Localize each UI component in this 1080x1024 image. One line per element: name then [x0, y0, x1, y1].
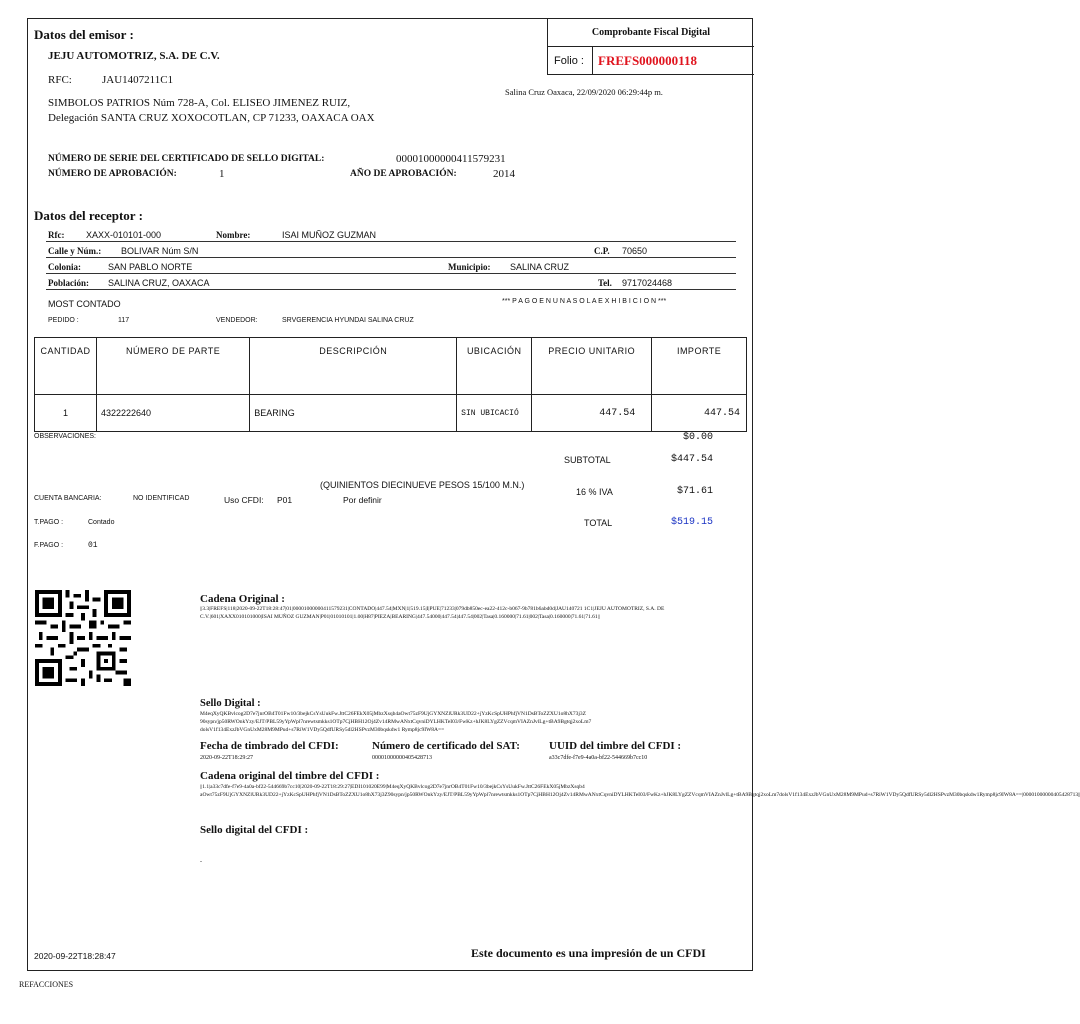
cell-parte: 4322222640	[97, 395, 250, 432]
sello-digital-label: Sello Digital :	[200, 698, 261, 709]
folio-value: FREFS000000118	[598, 53, 697, 68]
importe-letra: (QUINIENTOS DIECINUEVE PESOS 15/100 M.N.)	[320, 480, 525, 490]
footer-timestamp: 2020-09-22T18:28:47	[34, 951, 116, 961]
uso-cfdi-value: P01	[277, 495, 293, 505]
items-table	[34, 337, 747, 432]
emisor-rfc: JAU1407211C1	[102, 74, 174, 86]
anio-value: 2014	[493, 168, 515, 180]
cert-value: 00001000000411579231	[396, 153, 506, 165]
subtotal-label: SUBTOTAL	[564, 455, 611, 465]
sello-digital-text: M4eqXyQKBvlcog2D7e7jnrOB4T01Fw10/3bejkCsYsUukFw.JttC26FEkX05jMbzXsqb4aOwt75zF9UjGYXNZlURk3UD22+jYzKcSpUHPhfjVN1DsBToZZXU1o8hX73j3Z 90sypn/jp50RWOnkYzy/EJT/PBL59yYpWpl7nrewtsmkks1OTp7CjHBH12Oj4Zv14RMwANxtCqvniDYLHKTeI03/FwKz+hJK8LYgZZVcqmVIAZnJvlLg+tBA9Bgtqj2xoLm7 dolsV1f134ExzJbVGnUxM28M9MPud+s7RiW1VDy5QdfURSy5dl2HSPvzM30bqskdw1 Rymp8jc9IW8A==	[200, 711, 592, 733]
cert-sat-label: Número de certificado del SAT:	[372, 740, 520, 752]
invoice-page: Datos del emisor : JEJU AUTOMOTRIZ, S.A. DE C.V. RFC: JAU1407211C1 SIMBOLOS PATRIOS Núm 728-A, Col. ELISEO JIMENEZ RUIZ, Delegación SANTA CRUZ XOXOCOTLAN, CP 71233, OAXACA OAX NÚMERO DE SERIE DEL CERTIFICADO DE SELLO DIGITAL: 00001000000411579231 NÚMERO DE APROBACIÓN: 1 AÑO DE APROBACIÓN: 2014 Comprobante Fiscal Digital Folio : FREFS000000118 Salina Cruz Oaxaca, 22/09/2020 06:29:44p m. Datos del receptor : Rfc: XAXX-010101-000 Nombre: ISAI MUÑOZ GUZMAN Calle y Núm.: BOLIVAR Núm S/N C.P. 70650 Colonia: SAN PABLO NORTE Municipio: SALINA CRUZ Población: SALINA CRUZ, OAXACA Tel. 9717024468 MOST CONTADO *** P A G O E N U N A S O L A E X H I B I C I O N *** PEDIDO : 117 VENDEDOR: SRVGERENCIA HYUNDAI SALINA CRUZ CANTIDAD NÚMERO DE PARTE DESCRIPCIÓN UBICACIÓN PRECIO UNITARIO IMPORTE 1 4322222640 BEARING SIN UBICACIÓ 447.54 447.54 OBSERVACIONES: $0.00 SUBTOTAL $447.54 (QUINIENTOS DIECINUEVE PESOS 15/100 M.N.) 16 % IVA $71.61 CUENTA BANCARIA: NO IDENTIFICAD Uso CFDI: P01 Por definir T.PAGO : Contado TOTAL $519.15 F.PAGO : 01 Cadena Original : ||3.3|FREFS|118|2020-09-22T18:28:47|01|00001000000411579231|CONTADO|447.54|MXN|1|519.15|I|PUE|71233|079db850ec-ea22-412c-b067-9b781b6abd0d|JAU140721 1C1|JEJU AUTOMOTRIZ, S.A. DE C.V.|601|XAXX010101000|ISAI MUÑOZ GUZMAN|P01|01010101|1.00|H87|PIEZA|BEARING|447.54000|447.54|447.54|002|Tasa|0.160000|71.61|002|Tasa|0.160000|71.61|71.61|| Sello Digital : M4eqXyQKBvlcog2D7e7jnrOB4T01Fw10/3bejkCsYsUukFw.JttC26FEkX05jMbzXsqb4aOwt75zF9UjGYXNZlURk3UD22+jYzKcSpUHPhfjVN1DsBToZZXU1o8hX73j3Z 90sypn/jp50RWOnkYzy/EJT/PBL59yYpWpl7nrewtsmkks1OTp7CjHBH12Oj4Zv14RMwANxtCqvniDYLHKTeI03/FwKz+hJK8LYgZZVcqmVIAZnJvlLg+tBA9Bgtqj2xoLm7 dolsV1f134ExzJbVGnUxM28M9MPud+s7RiW1VDy5QdfURSy5dl2HSPvzM30bqskdw1 Rymp8jc9IW8A== Fecha de timbrado del CFDI: 2020-09-22T18:29:27 Número de certificado del SAT: 00001000000405428713 UUID del timbre del CFDI : a33c7dfe-f7e9-4a0a-bf22-544669b7cc10 Cadena original del timbre del CFDI : ||1.1|a33c7dfe-f7e9-4a0a-bf22-544669b7cc10|2020-09-22T18:29:27|EDI101020E99|M4eqXyQKBvlcog2D7e7jnrOB4T01Fw10/3bejkCsYsUukFw.JttC26FEkX05jMbzXsqb4 aOwt75zF9UjGYXNZlURk3UD22+jYzKcSpUHPhfjVN1DsBToZZXU1o8hX73j3Z90sypn/jp50RWOnkYzy/EJT/PBL59yYpWpl7nrewtsmkks1OTp7CjHBH12Oj4Zv14RMwANxtCqvniDYLHKTeI03/FwKz+hJK8LYgZZVcqmVIAZnJvlLg+tBA9Bgtqj2xoLm7dolsV1f134ExzJbVGnUxM28M9MPud+s7RiW1VDy5QdfURSy5dl2HSPvzM30bqskdw1Rymp8jc9IW8A==|00001000000405428713|| Sello digital del CFDI : . 2020-09-22T18:28:47 Este documento es una impresión de un CFDI	[27, 18, 753, 971]
divider	[46, 241, 736, 242]
col-importe: IMPORTE	[652, 338, 747, 395]
municipio-label: Municipio:	[448, 262, 491, 272]
aprob-label: NÚMERO DE APROBACIÓN	[48, 169, 174, 179]
cert-label: NÚMERO DE SERIE DEL CERTIFICADO DE SELLO DIGITAL	[48, 154, 322, 164]
receptor-poblacion: SALINA CRUZ, OAXACA	[108, 278, 210, 288]
nombre-label: Nombre:	[216, 230, 251, 240]
tpago-value: Contado	[88, 519, 115, 526]
observaciones-value: $0.00	[682, 432, 713, 443]
fiscal-box	[547, 19, 754, 75]
subtotal-value: $447.54	[670, 454, 713, 465]
cell-precio: 447.54	[532, 395, 652, 432]
iva-value: $71.61	[676, 486, 713, 497]
receptor-cp: 70650	[622, 246, 648, 256]
col-ubicacion: UBICACIÓN	[457, 338, 532, 395]
cell-importe: 447.54	[652, 395, 747, 432]
footer-leyenda: Este documento es una impresión de un CFDI	[471, 946, 706, 960]
fecha-timbrado-value: 2020-09-22T18:29:27	[200, 755, 253, 761]
vendedor-value: SRVGERENCIA HYUNDAI SALINA CRUZ	[282, 317, 414, 324]
cuenta-label: CUENTA BANCARIA:	[34, 495, 102, 502]
cadena-original-text: ||3.3|FREFS|118|2020-09-22T18:28:47|01|00001000000411579231|CONTADO|447.54|MXN|1|519.15|I|PUE|71233|079db850ec-ea22-412c-b067-9b781b6abd0d|JAU140721 1C1|JEJU AUTOMOTRIZ, S.A. DE C.V.|601|XAXX010101000|ISAI MUÑOZ GUZMAN|P01|01010101|1.00|H87|PIEZA|BEARING|447.54000|447.54|447.54|002|Tasa|0.160000|71.61|002|Tasa|0.160000|71.61|71.61||	[200, 606, 665, 620]
total-value: $519.15	[670, 517, 713, 528]
fpago-value: 01	[88, 541, 98, 550]
cuenta-value: NO IDENTIFICAD	[133, 495, 190, 502]
cell-descripcion: BEARING	[250, 395, 457, 432]
vendedor-label: VENDEDOR:	[216, 317, 258, 324]
pedido-label: PEDIDO :	[48, 317, 79, 324]
cp-label: C.P.	[594, 246, 610, 256]
uuid-value: a33c7dfe-f7e9-4a0a-bf22-544669b7cc10	[549, 755, 648, 761]
table-row	[35, 395, 747, 432]
observaciones-label: OBSERVACIONES:	[34, 433, 96, 440]
cell-ubicacion: SIN UBICACIÓ	[457, 395, 532, 432]
uso-cfdi-desc: Por definir	[343, 495, 382, 505]
tel-label: Tel.	[598, 278, 612, 288]
fpago-label: F.PAGO :	[34, 542, 64, 549]
calle-label: Calle y Núm.:	[48, 246, 102, 256]
qr-code	[35, 590, 131, 686]
receptor-municipio: SALINA CRUZ	[510, 262, 570, 272]
col-descripcion: DESCRIPCIÓN	[250, 338, 457, 395]
cadena-timbre-label: Cadena original del timbre del CFDI :	[200, 770, 380, 782]
sello-cfdi-label: Sello digital del CFDI :	[200, 824, 309, 836]
pago-una-exhibicion: *** P A G O E N U N A S O L A E X H I B I C I O N ***	[502, 298, 667, 305]
iva-label: 16 % IVA	[576, 487, 613, 497]
cert-sat-value: 00001000000405428713	[372, 755, 432, 761]
receptor-tel: 9717024468	[622, 278, 673, 288]
pedido-value: 117	[118, 317, 130, 324]
cell-cantidad: 1	[35, 395, 97, 432]
aprob-value: 1	[219, 168, 225, 180]
col-precio-unitario: PRECIO UNITARIO	[532, 338, 652, 395]
divider	[46, 273, 736, 274]
receptor-nombre: ISAI MUÑOZ GUZMAN	[282, 230, 376, 240]
anio-label: AÑO DE APROBACIÓN	[350, 169, 454, 179]
emisor-heading: Datos del emisor :	[34, 27, 134, 42]
emisor-name: JEJU AUTOMOTRIZ, S.A. DE C.V.	[48, 50, 220, 62]
uuid-label: UUID del timbre del CFDI :	[549, 740, 682, 752]
receptor-colonia: SAN PABLO NORTE	[108, 262, 193, 272]
folio-label: Folio :	[548, 47, 593, 75]
cadena-original-label: Cadena Original :	[200, 593, 285, 605]
receptor-calle: BOLIVAR Núm S/N	[121, 246, 199, 256]
col-numero-parte: NÚMERO DE PARTE	[97, 338, 250, 395]
colonia-label: Colonia:	[48, 262, 82, 272]
rfc-label: Rfc:	[48, 230, 65, 240]
col-cantidad: CANTIDAD	[35, 338, 97, 395]
uso-cfdi-label: Uso CFDI:	[224, 495, 264, 505]
fiscal-title: Comprobante Fiscal Digital	[548, 19, 754, 47]
poblacion-label: Población:	[48, 278, 90, 288]
sello-cfdi-dot: .	[200, 855, 202, 864]
receptor-heading: Datos del receptor :	[34, 208, 143, 223]
divider	[46, 289, 736, 290]
divider	[46, 257, 736, 258]
tpago-label: T.PAGO :	[34, 519, 64, 526]
place-date: Salina Cruz Oaxaca, 22/09/2020 06:29:44p m.	[505, 87, 663, 97]
most-contado: MOST CONTADO	[48, 299, 121, 309]
cadena-timbre-text: ||1.1|a33c7dfe-f7e9-4a0a-bf22-544669b7cc10|2020-09-22T18:29:27|EDI101020E99|M4eqXyQKBvlcog2D7e7jnrOB4T01Fw10/3bejkCsYsUukFw.JttC26FEkX05jMbzXsqb4 aOwt75zF9UjGYXNZlURk3UD22+jYzKcSpUHPhfjVN1DsBToZZXU1o8hX73j3Z90sypn/jp50RWOnkYzy/EJT/PBL59yYpWpl7nrewtsmkks1OTp7CjHBH12Oj4Zv14RMwANxtCqvniDYLHKTeI03/FwKz+hJK8LYgZZVcqmVIAZnJvlLg+tBA9Bgtqj2xoLm7dolsV1f134ExzJbVGnUxM28M9MPud+s7RiW1VDy5QdfURSy5dl2HSPvzM30bqskdw1Rymp8jc9IW8A==|00001000000405428713||	[200, 784, 1080, 798]
refacciones-label: REFACCIONES	[19, 980, 74, 989]
items-header-row	[35, 338, 747, 395]
fecha-timbrado-label: Fecha de timbrado del CFDI:	[200, 740, 339, 752]
emisor-address-2: Delegación SANTA CRUZ XOXOCOTLAN, CP 71233, OAXACA OAX	[48, 112, 375, 124]
receptor-rfc: XAXX-010101-000	[86, 230, 162, 240]
emisor-rfc-label: RFC:	[48, 74, 72, 86]
total-label: TOTAL	[584, 518, 613, 528]
emisor-address-1: SIMBOLOS PATRIOS Núm 728-A, Col. ELISEO JIMENEZ RUIZ,	[48, 97, 351, 109]
